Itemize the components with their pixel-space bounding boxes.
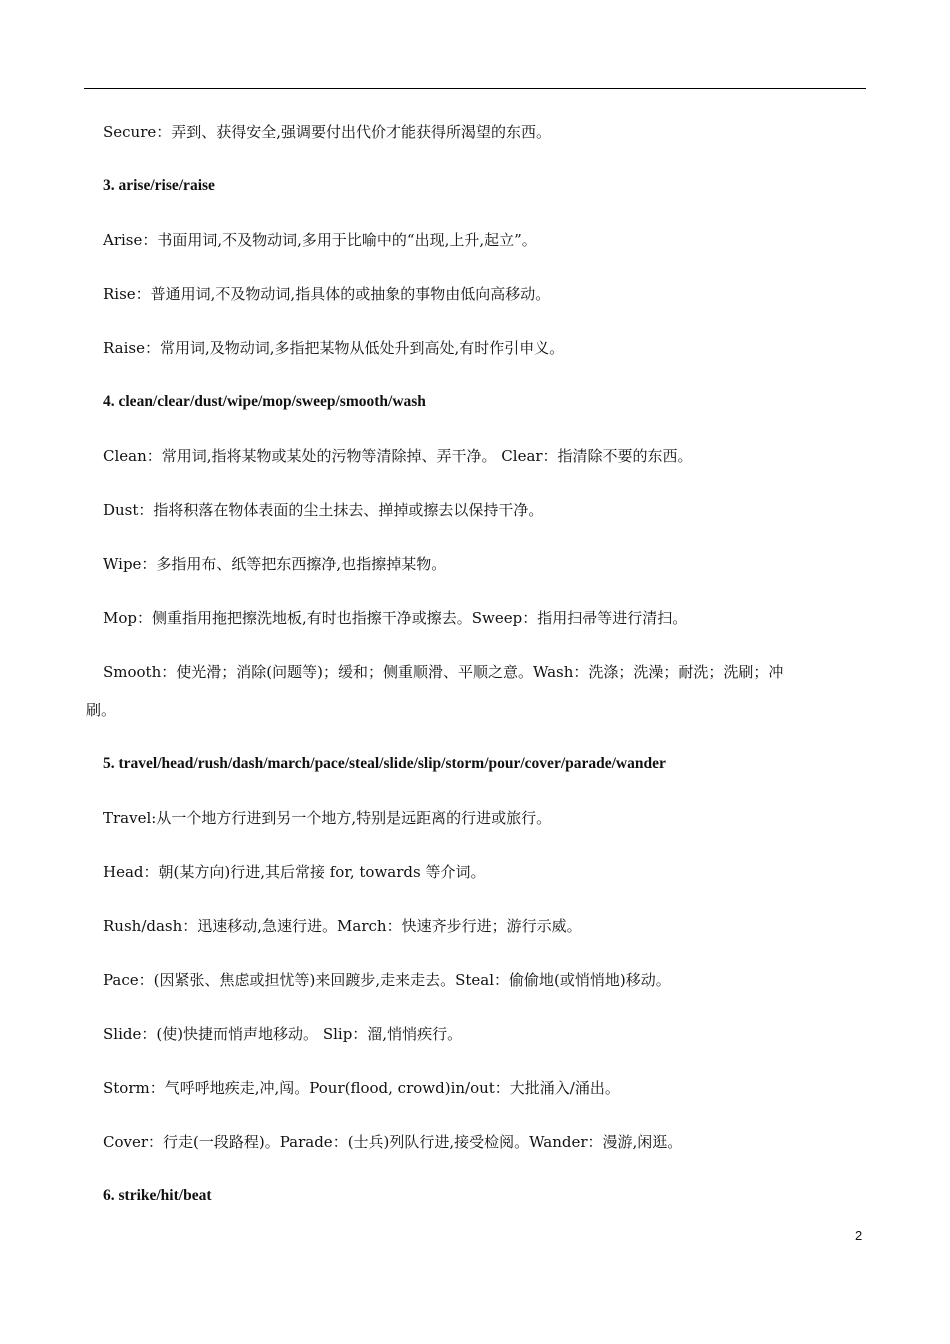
line-smooth-wash-cont: 刷。 (86, 701, 117, 719)
header-rule (84, 88, 866, 89)
line-arise: Arise：书面用词,不及物动词,多用于比喻中的“出现,上升,起立”。 (103, 231, 537, 249)
line-rush-march: Rush/dash：迅速移动,急速行进。March：快速齐步行进；游行示威。 (103, 917, 582, 935)
heading-3: 3. arise/rise/raise (103, 177, 215, 194)
line-wipe: Wipe：多指用布、纸等把东西擦净,也指擦掉某物。 (103, 555, 447, 573)
page-number: 2 (855, 1228, 863, 1243)
line-cover-parade-wander: Cover：行走(一段路程)。Parade：(士兵)列队行进,接受检阅。Wander：漫游,闲逛。 (103, 1133, 683, 1151)
line-secure: Secure：弄到、获得安全,强调要付出代价才能获得所渴望的东西。 (103, 123, 552, 141)
line-clean-clear: Clean：常用词,指将某物或某处的污物等清除掉、弄干净。 Clear：指清除不要的东西。 (103, 447, 693, 465)
line-travel: Travel:从一个地方行进到另一个地方,特别是远距离的行进或旅行。 (103, 809, 552, 827)
line-head: Head：朝(某方向)行进,其后常接 for, towards 等介词。 (103, 863, 486, 881)
line-rise: Rise：普通用词,不及物动词,指具体的或抽象的事物由低向高移动。 (103, 285, 551, 303)
line-raise: Raise：常用词,及物动词,多指把某物从低处升到高处,有时作引申义。 (103, 339, 565, 357)
line-mop-sweep: Mop：侧重指用拖把擦洗地板,有时也指擦干净或擦去。Sweep：指用扫帚等进行清扫。 (103, 609, 688, 627)
line-slide-slip: Slide：(使)快捷而悄声地移动。 Slip：溜,悄悄疾行。 (103, 1025, 463, 1043)
heading-6: 6. strike/hit/beat (103, 1187, 212, 1204)
line-dust: Dust：指将积落在物体表面的尘土抹去、掸掉或擦去以保持干净。 (103, 501, 544, 519)
line-smooth-wash: Smooth：使光滑；消除(问题等)；缓和；侧重顺滑、平顺之意。Wash：洗涤；洗澡；耐洗；洗刷；冲 (103, 663, 784, 681)
line-storm-pour: Storm：气呼呼地疾走,冲,闯。Pour(flood, crowd)in/out：大批涌入/涌出。 (103, 1079, 620, 1097)
heading-4: 4. clean/clear/dust/wipe/mop/sweep/smooth/wash (103, 393, 426, 410)
heading-5: 5. travel/head/rush/dash/march/pace/steal/slide/slip/storm/pour/cover/parade/wander (103, 755, 666, 772)
line-pace-steal: Pace：(因紧张、焦虑或担忧等)来回踱步,走来走去。Steal：偷偷地(或悄悄地)移动。 (103, 971, 671, 989)
